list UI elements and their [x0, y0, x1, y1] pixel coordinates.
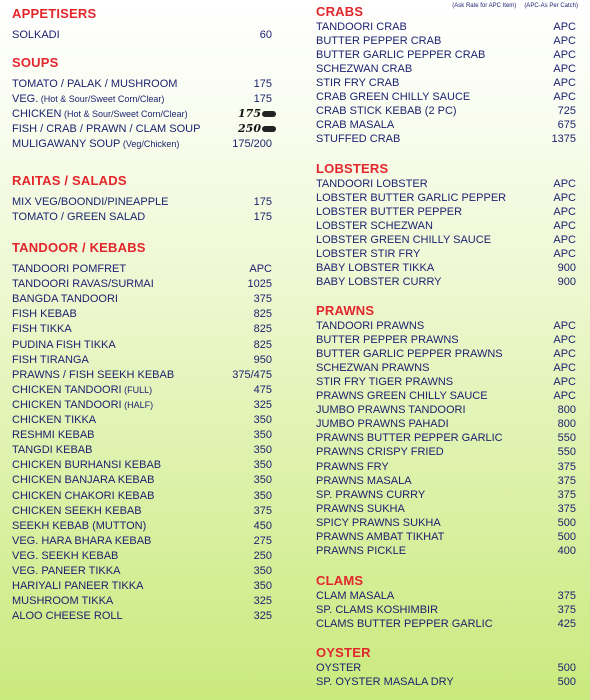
item-price: APC	[553, 234, 576, 247]
item-name: CLAM MASALA	[316, 590, 395, 602]
item-name: SPICY PRAWNS SUKHA	[316, 516, 441, 529]
item-note: (Hot & Sour/Sweet Corn/Clear)	[61, 109, 188, 120]
item-price: APC	[553, 220, 576, 233]
item-price: 325	[253, 610, 272, 623]
item-price: 325	[253, 595, 272, 608]
menu-item	[300, 417, 590, 431]
item-price: 175	[253, 196, 272, 208]
item-name: JUMBO PRAWNS TANDOORI	[316, 404, 466, 417]
item-name: OYSTER	[316, 662, 362, 674]
item-name: CHICKEN (Hot & Sour/Sweet Corn/Clear)	[12, 108, 188, 121]
item-name: SOLKADI	[12, 29, 60, 41]
item-price: 350	[253, 444, 272, 457]
item-name: CHICKEN BANJARA KEBAB	[12, 474, 155, 487]
menu-item	[0, 92, 290, 106]
section-title: PRAWNS	[316, 303, 375, 318]
item-name: CHICKEN TIKKA	[12, 414, 97, 426]
item-name: PRAWNS / FISH SEEKH KEBAB	[12, 368, 175, 381]
item-price: 250	[238, 122, 276, 136]
item-name: TANDOORI RAVAS/SURMAI	[12, 278, 154, 291]
scribble-mark	[262, 111, 276, 117]
menu-item	[300, 617, 590, 631]
menu-item	[300, 488, 590, 502]
item-name: TOMATO / PALAK / MUSHROOM	[12, 78, 178, 90]
menu-item	[0, 564, 290, 578]
item-name: TOMATO / GREEN SALAD	[12, 211, 146, 224]
item-name: VEG. (Hot & Sour/Sweet Corn/Clear)	[12, 93, 165, 106]
menu-item	[300, 675, 590, 689]
item-price: APC	[553, 35, 576, 48]
item-name: SP. PRAWNS CURRY	[316, 488, 426, 501]
menu-item	[0, 210, 290, 224]
item-name: LOBSTER BUTTER PEPPER	[316, 206, 463, 219]
item-name: LOBSTER SCHEZWAN	[316, 220, 433, 233]
menu-item	[300, 34, 590, 48]
item-price: 1375	[551, 133, 576, 146]
item-price: 375	[253, 504, 272, 517]
menu-item	[0, 534, 290, 548]
menu-item	[300, 589, 590, 603]
item-name: BUTTER PEPPER PRAWNS	[316, 334, 459, 347]
item-name: CHICKEN CHAKORI KEBAB	[12, 489, 155, 502]
item-price: 900	[557, 262, 576, 275]
item-name: CRAB MASALA	[316, 119, 395, 132]
item-name: CHICKEN TANDOORI (HALF)	[12, 398, 154, 411]
menu-item	[300, 104, 590, 118]
section-title: CLAMS	[316, 573, 364, 588]
menu-item	[0, 443, 290, 457]
item-price: 375/475	[232, 368, 272, 381]
menu-item	[0, 368, 290, 382]
section-title: RAITAS / SALADS	[12, 173, 127, 188]
item-price: 475	[253, 383, 272, 396]
item-price: APC	[553, 248, 576, 261]
item-price: APC	[553, 49, 576, 62]
item-price: 825	[253, 338, 272, 351]
menu-item	[0, 195, 290, 209]
menu-item	[300, 177, 590, 191]
item-name: LOBSTER BUTTER GARLIC PEPPER	[316, 192, 507, 205]
item-name: VEG. HARA BHARA KEBAB	[12, 534, 152, 547]
menu-item	[300, 460, 590, 474]
item-price: 350	[253, 414, 272, 426]
item-price: 800	[557, 404, 576, 417]
menu-item	[300, 219, 590, 233]
item-price: 500	[557, 662, 576, 674]
item-name: PRAWNS CRISPY FRIED	[316, 446, 444, 459]
menu-item	[300, 502, 590, 516]
item-name: PRAWNS PICKLE	[316, 544, 407, 557]
item-price: 950	[253, 353, 272, 366]
menu-item	[300, 20, 590, 34]
item-price: 375	[557, 488, 576, 501]
item-name: PRAWNS BUTTER PEPPER GARLIC	[316, 432, 503, 445]
menu-item	[300, 403, 590, 417]
menu-item	[0, 77, 290, 91]
item-name: RESHMI KEBAB	[12, 429, 95, 442]
menu-item	[0, 413, 290, 427]
menu-item	[0, 292, 290, 306]
item-price: APC	[553, 192, 576, 205]
menu-item	[0, 504, 290, 518]
item-price: 175	[253, 211, 272, 224]
item-name: STIR FRY CRAB	[316, 77, 400, 90]
item-name: CHICKEN BURHANSI KEBAB	[12, 459, 162, 472]
item-name: PRAWNS SUKHA	[316, 502, 405, 515]
menu-item	[0, 428, 290, 442]
menu-item	[300, 275, 590, 289]
item-price: 350	[253, 474, 272, 487]
item-price: APC	[249, 263, 272, 275]
item-price: 250	[253, 549, 272, 562]
item-name: SCHEZWAN PRAWNS	[316, 362, 430, 375]
header-note	[444, 3, 578, 9]
ask-rate-note: (Ask Rate for APC Item)	[452, 3, 517, 9]
menu-item	[300, 603, 590, 617]
menu-item	[0, 473, 290, 487]
menu-item	[300, 118, 590, 132]
menu-item	[0, 307, 290, 321]
item-name: FISH / CRAB / PRAWN / CLAM SOUP	[12, 123, 201, 136]
item-name: CLAMS BUTTER PEPPER GARLIC	[316, 618, 493, 631]
item-price: APC	[553, 362, 576, 375]
menu-item	[300, 530, 590, 544]
menu-item	[300, 544, 590, 558]
item-name: SEEKH KEBAB (MUTTON)	[12, 519, 147, 532]
item-name: TANDOORI POMFRET	[12, 263, 127, 275]
item-name: TANDOORI CRAB	[316, 21, 407, 33]
item-name: TANGDI KEBAB	[12, 444, 93, 457]
item-price: APC	[553, 21, 576, 33]
section-title: TANDOOR / KEBABS	[12, 240, 146, 255]
item-name: TANDOORI PRAWNS	[316, 320, 425, 332]
item-name: STUFFED CRAB	[316, 133, 401, 146]
menu-item	[300, 233, 590, 247]
menu-item	[0, 519, 290, 533]
section-title: SOUPS	[12, 55, 59, 70]
item-name: FISH TIKKA	[12, 323, 72, 336]
menu-item	[0, 353, 290, 367]
item-name: PRAWNS AMBAT TIKHAT	[316, 530, 445, 543]
item-price: 350	[253, 459, 272, 472]
item-price: 175	[253, 93, 272, 106]
item-price: APC	[553, 63, 576, 76]
item-price: 375	[253, 293, 272, 306]
item-name: BABY LOBSTER TIKKA	[316, 262, 435, 275]
item-price: 375	[557, 502, 576, 515]
item-price: 375	[557, 590, 576, 602]
item-name: FISH TIRANGA	[12, 353, 89, 366]
item-name: ALOO CHEESE ROLL	[12, 610, 123, 623]
menu-item	[300, 347, 590, 361]
item-name: STIR FRY TIGER PRAWNS	[316, 376, 454, 389]
item-name: FISH KEBAB	[12, 308, 77, 321]
item-price: 375	[557, 460, 576, 473]
menu-item	[300, 474, 590, 488]
item-name: BANGDA TANDOORI	[12, 293, 118, 306]
menu-item	[0, 549, 290, 563]
item-name: JUMBO PRAWNS PAHADI	[316, 418, 449, 431]
menu-item	[300, 375, 590, 389]
item-name: MULIGAWANY SOUP (Veg/Chicken)	[12, 138, 180, 151]
item-price: 350	[253, 580, 272, 593]
menu-item	[300, 132, 590, 146]
item-price: 400	[557, 544, 576, 557]
section-title: LOBSTERS	[316, 161, 389, 176]
item-price: 175	[253, 78, 272, 90]
item-note: (FULL)	[121, 384, 153, 395]
item-price: 275	[253, 534, 272, 547]
item-name: BABY LOBSTER CURRY	[316, 276, 442, 289]
item-price: APC	[553, 334, 576, 347]
item-name: CHICKEN TANDOORI (FULL)	[12, 383, 153, 396]
section-title: OYSTER	[316, 645, 371, 660]
item-price: 500	[557, 530, 576, 543]
menu-item	[0, 322, 290, 336]
menu-item	[0, 338, 290, 352]
item-name: TANDOORI LOBSTER	[316, 178, 428, 190]
item-price: 550	[557, 446, 576, 459]
menu-item	[0, 137, 290, 151]
menu-item	[300, 319, 590, 333]
menu-item	[300, 389, 590, 403]
menu-item	[300, 205, 590, 219]
menu-item	[0, 28, 290, 42]
item-price: 350	[253, 489, 272, 502]
menu-item	[0, 107, 290, 121]
item-price: 1025	[247, 278, 272, 291]
item-name: CRAB GREEN CHILLY SAUCE	[316, 91, 471, 104]
section-title: CRABS	[316, 4, 364, 19]
menu-item	[300, 261, 590, 275]
menu-item	[0, 398, 290, 412]
item-name: MUSHROOM TIKKA	[12, 595, 114, 608]
item-name: PRAWNS GREEN CHILLY SAUCE	[316, 390, 488, 403]
item-name: BUTTER GARLIC PEPPER CRAB	[316, 49, 486, 62]
item-price: APC	[553, 390, 576, 403]
item-name: BUTTER GARLIC PEPPER PRAWNS	[316, 348, 503, 361]
menu-item	[300, 661, 590, 675]
item-name: LOBSTER STIR FRY	[316, 248, 421, 261]
menu-item	[300, 191, 590, 205]
item-price: 175	[238, 107, 276, 121]
item-note: (HALF)	[121, 399, 154, 410]
menu-item	[0, 489, 290, 503]
menu-item	[0, 594, 290, 608]
menu-item	[300, 361, 590, 375]
item-name: CRAB STICK KEBAB (2 PC)	[316, 105, 457, 118]
item-note: (Hot & Sour/Sweet Corn/Clear)	[38, 94, 165, 105]
item-price: 900	[557, 276, 576, 289]
item-name: SP. CLAMS KOSHIMBIR	[316, 604, 439, 617]
item-name: PRAWNS MASALA	[316, 474, 412, 487]
item-price: 175/200	[232, 138, 272, 151]
section-title: APPETISERS	[12, 6, 97, 21]
item-price: APC	[553, 376, 576, 389]
item-price: 725	[557, 105, 576, 118]
item-name: VEG. SEEKH KEBAB	[12, 549, 119, 562]
item-name: CHICKEN SEEKH KEBAB	[12, 504, 142, 517]
item-name: SP. OYSTER MASALA DRY	[316, 676, 454, 689]
item-price: 375	[557, 604, 576, 617]
item-price: 825	[253, 323, 272, 336]
scribble-mark	[262, 126, 276, 132]
item-price: 450	[253, 519, 272, 532]
item-name: SCHEZWAN CRAB	[316, 63, 413, 76]
item-price: 60	[259, 29, 272, 41]
menu-item	[0, 262, 290, 276]
item-price: 375	[557, 474, 576, 487]
item-price: 500	[557, 516, 576, 529]
menu-item	[0, 383, 290, 397]
menu-item	[0, 579, 290, 593]
menu-item	[300, 445, 590, 459]
item-price: 325	[253, 398, 272, 411]
apc-meaning-note: (APC-As Per Catch)	[524, 3, 578, 9]
menu-item	[300, 431, 590, 445]
item-price: 425	[557, 618, 576, 631]
item-price: 675	[557, 119, 576, 132]
menu-item	[300, 333, 590, 347]
item-note: (Veg/Chicken)	[120, 139, 180, 150]
item-name: PRAWNS FRY	[316, 460, 389, 473]
menu-item	[0, 277, 290, 291]
item-price: APC	[553, 77, 576, 90]
item-price: 800	[557, 418, 576, 431]
item-price: APC	[553, 320, 576, 332]
item-price: 500	[557, 676, 576, 689]
item-price: 350	[253, 565, 272, 577]
item-price: APC	[553, 206, 576, 219]
menu-item	[300, 90, 590, 104]
menu-item	[300, 247, 590, 261]
item-name: VEG. PANEER TIKKA	[12, 565, 121, 577]
menu-item	[0, 458, 290, 472]
menu-item	[300, 62, 590, 76]
item-name: BUTTER PEPPER CRAB	[316, 35, 442, 48]
item-price: APC	[553, 91, 576, 104]
item-price: 825	[253, 308, 272, 321]
menu-item	[0, 122, 290, 136]
item-price: APC	[553, 348, 576, 361]
item-name: PUDINA FISH TIKKA	[12, 338, 116, 351]
menu-item	[300, 48, 590, 62]
menu-item	[0, 609, 290, 623]
item-price: 550	[557, 432, 576, 445]
item-price: 350	[253, 429, 272, 442]
item-name: HARIYALI PANEER TIKKA	[12, 580, 144, 593]
item-name: LOBSTER GREEN CHILLY SAUCE	[316, 234, 492, 247]
item-name: MIX VEG/BOONDI/PINEAPPLE	[12, 196, 169, 208]
menu-item	[300, 76, 590, 90]
item-price: APC	[553, 178, 576, 190]
menu-item	[300, 516, 590, 530]
